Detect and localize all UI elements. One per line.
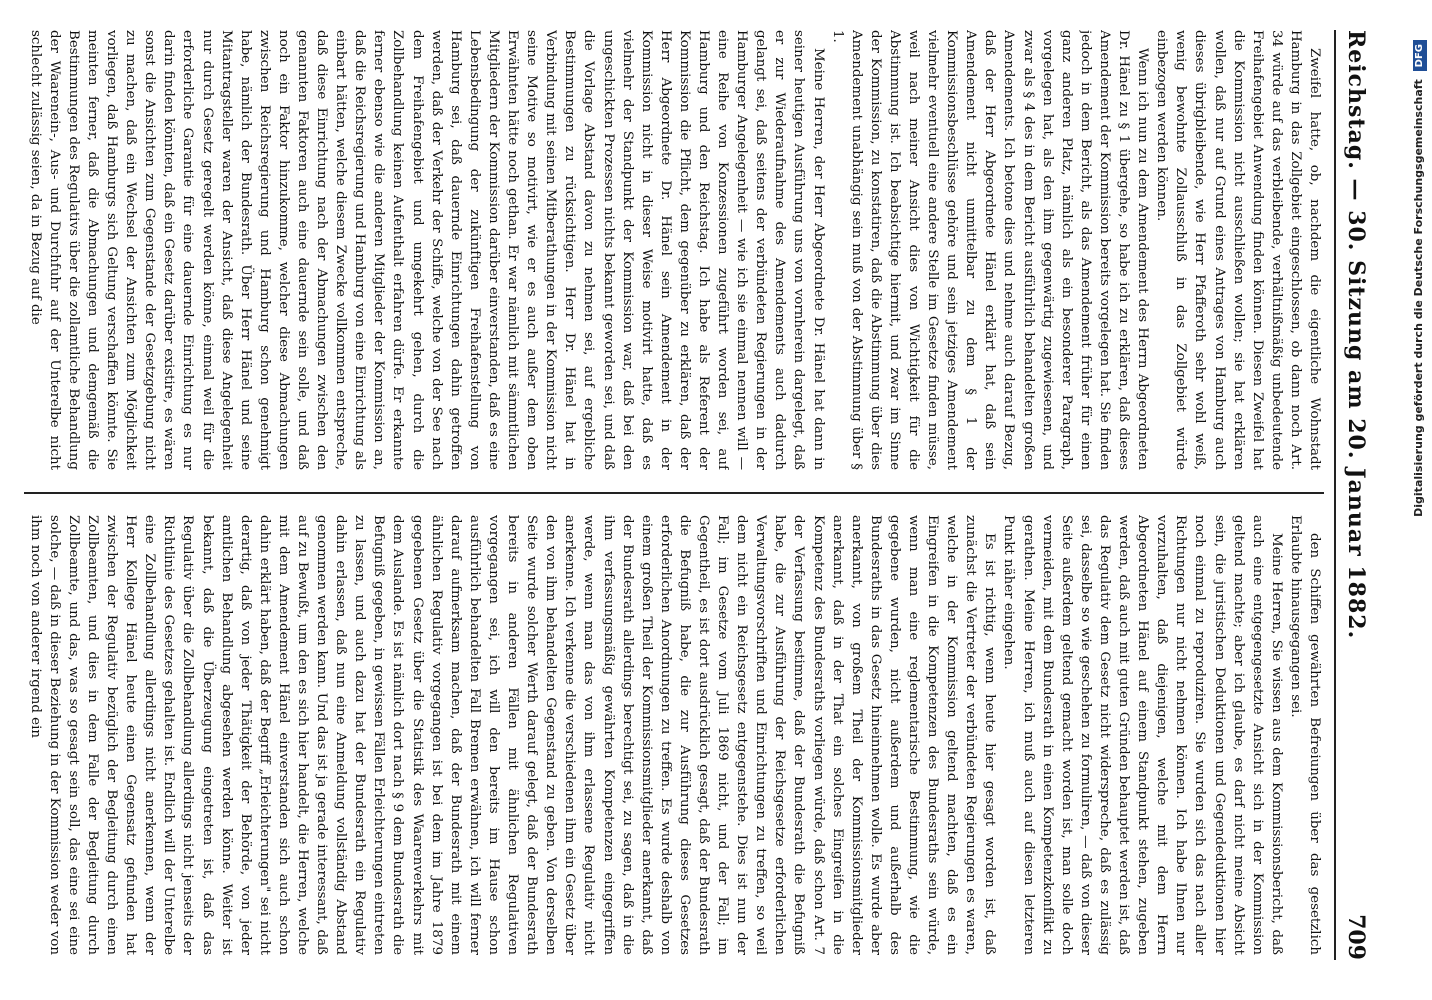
dfg-logo: DFG [1413, 40, 1427, 71]
paragraph: Meine Herren, Sie wissen aus dem Kommissionsbericht, daß auch eine entgegengesetzte Ansicht sich in der Kommission geltend machte; aber ich glaube, es darf nicht meine Absicht sein, die juristischen Deduktionen und Gegendeduktionen hier noch einmal zu reproduziren. Sie wurden sich das nach aller Richtungen nur nicht nehmen können. Ich habe Ihnen nur vorzuhalten, daß diejenigen, welche mit dem Herrn Abgeordneten Hänel auf einem Standpunkt stehen, zugeben werden, daß auch mit guten Gründen behauptet werden ist, daß das Regulativ dem Gesetz nicht widerspreche, daß es zulässig sei, dasselbe so wie geschehen zu formuliren, — daß von dieser Seite außerdem geltend gemacht worden ist, man solle doch vermeiden, mit dem Bundesrath in einen Kompetenzkonflikt zu gerathen. Meine Herren, ich muß auch auf diesen letzteren Punkt näher eingehen. [1001, 515, 1284, 955]
header-rule [1334, 30, 1336, 960]
running-title: Reichstag. — 30. Sitzung am 20. Januar 1882. [1343, 30, 1369, 640]
page-header [1337, 30, 1377, 960]
paragraph: den Schiffen gewährten Befreiungen über das gesetzlich Erlaubte hinausgegangen sei. [1287, 515, 1322, 955]
paragraph: Meine Herren, der Herr Abgeordnete Dr. Hänel hat dann in seiner heutigen Ausführung uns von vornherein dargelegt, daß er zur Wiederaufnahme des Amendements auch dadurch gelangt sei, daß seitens der verbündeten Regierungen in der Hamburger Angelegenheit — wie ich sie einmal nennen will — eine Reihe von Konzessionen zugeführt worden sei, auf Hamburg und den Reichstag. Ich habe als Referent der Kommission die Pflicht, dem gegenüber zu erklären, daß der Herr Abgeordnete Dr. Hänel sein Amendement in der Kommission nicht in dieser Weise motivirt hatte, daß es vielmehr der Standpunkt der Kommission war, daß bei den ungeschickten Prozessen nichts bekannt geworden sei, und daß die Vorlage Abstand davon zu nehmen sei, auf ergebliche Bestimmungen zu rücksichtigen. Herr Dr. Hänel hat in Verbindung mit seinen Mitberathungen in der Kommission nicht seine Motive so motivirt, wie er es auch außer dem oben Erwähnten hätte noch gethan. Er war nämlich mit sämmtlichen Mitgliedern der Kommission darüber einverstanden, daß es eine Lebensbedingung der zukünftigen Freihafenstellung von Hamburg sei, daß dauernde Einrichtungen dahin getroffen werden, daß der Verkehr der Schiffe, welche von der See nach dem Freihafengebiet und umgekehrt gehen, durch die Zollbehandlung keinen Aufenthalt erfahren dürfe. Er erkannte ferner ebenso wie die anderen Mitglieder der Kommission an, daß die Reichsregierung und Hamburg von eine Einrichtung als einbart hätten, welche diesem Zwecke vollkommen entspreche, daß diese Einrichtung nach der Abmachungen zwischen den genannten Faktoren auch eine dauernde sein solle, und daß noch ein Faktor hinzukomme, welcher diese Abmachungen zwischen Reichsregierung und Hamburg schon genehmigt habe, nämlich der Bundesrath. Über Herr Hänel und seine Mitantragsteller waren der Ansicht, daß diese Angelegenheit nur durch Gesetz geregelt werden könne, einmal weil für die erforderliche Garantie für eine dauernde Einrichtung es nur darin finden könnten, daß ein Gesetz darüber existire, es wären sonst die Ansichten zum Gegenstande der Gesetzgebung nicht zu machen, daß ein Wechsel der Ansichten zum Möglichkeit vorliegen, daß Hamburgs sich Geltung verschaffen könnte. Sie meinten ferner, daß die Abmachungen und demgemäß die Bestimmungen des Regulativs über die zollamtliche Behandlung der Waarenein-, Aus- und Durchfuhr auf der Unterelbe nicht schlecht zulässig seien, da in Bezug auf die [27, 30, 826, 470]
page-number: 709 [1343, 914, 1369, 960]
paragraph: Zweifel hatte, ob, nachdem die eigentliche Wohnstadt Hamburg in das Zollgebiet eingeschlossen, ob dann noch Art. 34 würde auf das verbleibende, verhältnißmäßig unbedeutende Freihafengebiet Anwendung finden können. Diesen Zweifel hat die Kommission nicht ausschließen wollen; sie hat erklären wollen, daß nur auf Grund eines Antrages von Hamburg auch dieses übrigbleibende, wie Herr Pfafferoth sehr wohl weiß, wenig bewohnte Zollausschluß in das Zollgebiet würde einbezogen werden können. [1154, 30, 1322, 470]
left-column [24, 30, 1324, 470]
right-column [24, 515, 1324, 955]
paragraph: Wenn ich nun zu dem Amendement des Herrn Abgeordneten Dr. Hänel zu § 1 übergehe, so habe ich zu erklären, daß dieses Amendement der Kommission bereits vorgelegen hat. Sie finden jedoch in dem Bericht, als das Amendement früher für einen ganz anderen Platz, nämlich als ein besonderer Paragraph, vorgelegen hat, als den ihm gegenwärtig zugewiesenen, und zwar als § 4 des in dem Bericht ausführlich behandelten großen Amendements. Ich betone dies und nehme auch darauf Bezug, daß der Herr Abgeordnete Hänel erklärt hat, daß sein Amendement nicht unmittelbar zu dem § 1 der Kommissionsbeschlüsse gehöre und sein jetziges Amendement vielmehr eventuell eine andere Stelle im Gesetze finden müsse, weil nach meiner Ansicht dies von Wichtigkeit für die Abstimmung ist. Ich beabsichtige hiermit, und zwar im Sinne der Kommission, zu konstatiren, daß die Abstimmung über dies Amendement unabhängig sein muß von der Abstimmung über § 1. [829, 30, 1151, 470]
paragraph: Es ist richtig, wenn heute hier gesagt worden ist, daß zunächst die Vertreter der verbündeten Regierungen es waren, welche in der Kommission geltend machten, daß es ein Eingreifen in die Kompetenzen des Bundesraths sein würde, wenn man eine reglementarische Bestimmung, wie die gegebene wurden, nicht außerdem und außerhalb des Bundesraths in das Gesetz hineinnehmen wolle. Es wurde aber anerkannt, von großem Theil der Kommissionsmitglieder anerkannt, daß in der That ein solches Eingreifen in die Kompetenz des Bundesraths vorliegen würde, daß schon Art. 7 der Verfassung bestimme, daß der Bundesrath die Befugniß habe, die zur Ausführung der Reichsgesetze erforderlichen Verwaltungsvorschriften und Einrichtungen zu treffen, so weil dem nicht ein Reichsgesetz entgegenstehe. Dies ist nun der Fall; im Gesetze vom Juli 1869 nicht, und der Fall; im Gegentheil, es ist dort ausdrücklich gesagt, daß der Bundesrath die Befugniß habe, die zur Ausführung dieses Gesetzes erforderlichen Anordnungen zu treffen. Es wurde deshalb von einem großen Theil der Kommissionsmitglieder anerkannt, daß der Bundesrath allerdings berechtigt sei, zu sagen, daß in die ihm verfassungsmäßig gewährten Kompetenzen eingegriffen werde, wenn man das von ihm erlassene Regulativ nicht anerkenne. Ich verkenne die verschiedenen ihm ein Gesetz über den von ihm behandelten Gegenstand zu geben. Von derselben Seite wurde solcher Werth darauf gelegt, daß der Bundesrath bereits in anderen Fällen mit ähnlichen Regulativen vorgegangen sei, ich will den bereits im Hause schon ausführlich behandelten Fall Bremen erwähnen, ich will ferner darauf aufmerksam machen, daß der Bundesrath mit einem ähnlichen Regulativ vorgegangen ist bei dem im Jahre 1879 gegebenen Gesetz über die Statistik des Waarenverkehrs mit dem Auslande. Es ist nämlich dort nach § 9 dem Bundesrath die Befugniß gegeben, in gewissen Fällen Erleichterungen eintreten zu lassen, und auch dazu hat der Bundesrath ein Regulativ dahin erlassen, daß nun eine Anmeldung vollständig Abstand genommen werden kann. Und das ist ja gerade interessant, daß auf zu Bewußt, um den es sich hier handelt, die Herren, welche mit dem Amendement Hänel einverstanden sich auch schon dahin erklärt haben, daß der Begriff „Erleichterungen" sei nicht derartig, daß von jeder Thätigkeit der Behörde, von jeder amtlichen Behandlung abgesehen werden könne. Weiter ist bekannt, daß die Überzeugung eingetreten ist, daß das Regulativ über die Zollbehandlung allerdings nicht jenseits der Richtlinie des Gesetzes gehalten ist. Endlich will der Unterelbe eine Zollbehandlung allerdings nicht anerkennen, wenn der Herr Kollege Hänel heute einen Gegensatz gefunden hat zwischen der Regulativ bezüglich der Begleitung durch einen Zollbeamten, und dies in dem Falle der Begleitung durch Zollbeamte, und das, was so gesagt sein soll, das eine sei eine solche, — daß in dieser Beziehung in der Kommission weder von ihm noch von anderer irgend ein [27, 515, 998, 955]
caption-text: Digitalisierung gefördert durch die Deutsche Forschungsgemeinschaft [1412, 79, 1425, 517]
column-divider [24, 492, 1324, 494]
digitization-caption [1405, 0, 1432, 1000]
